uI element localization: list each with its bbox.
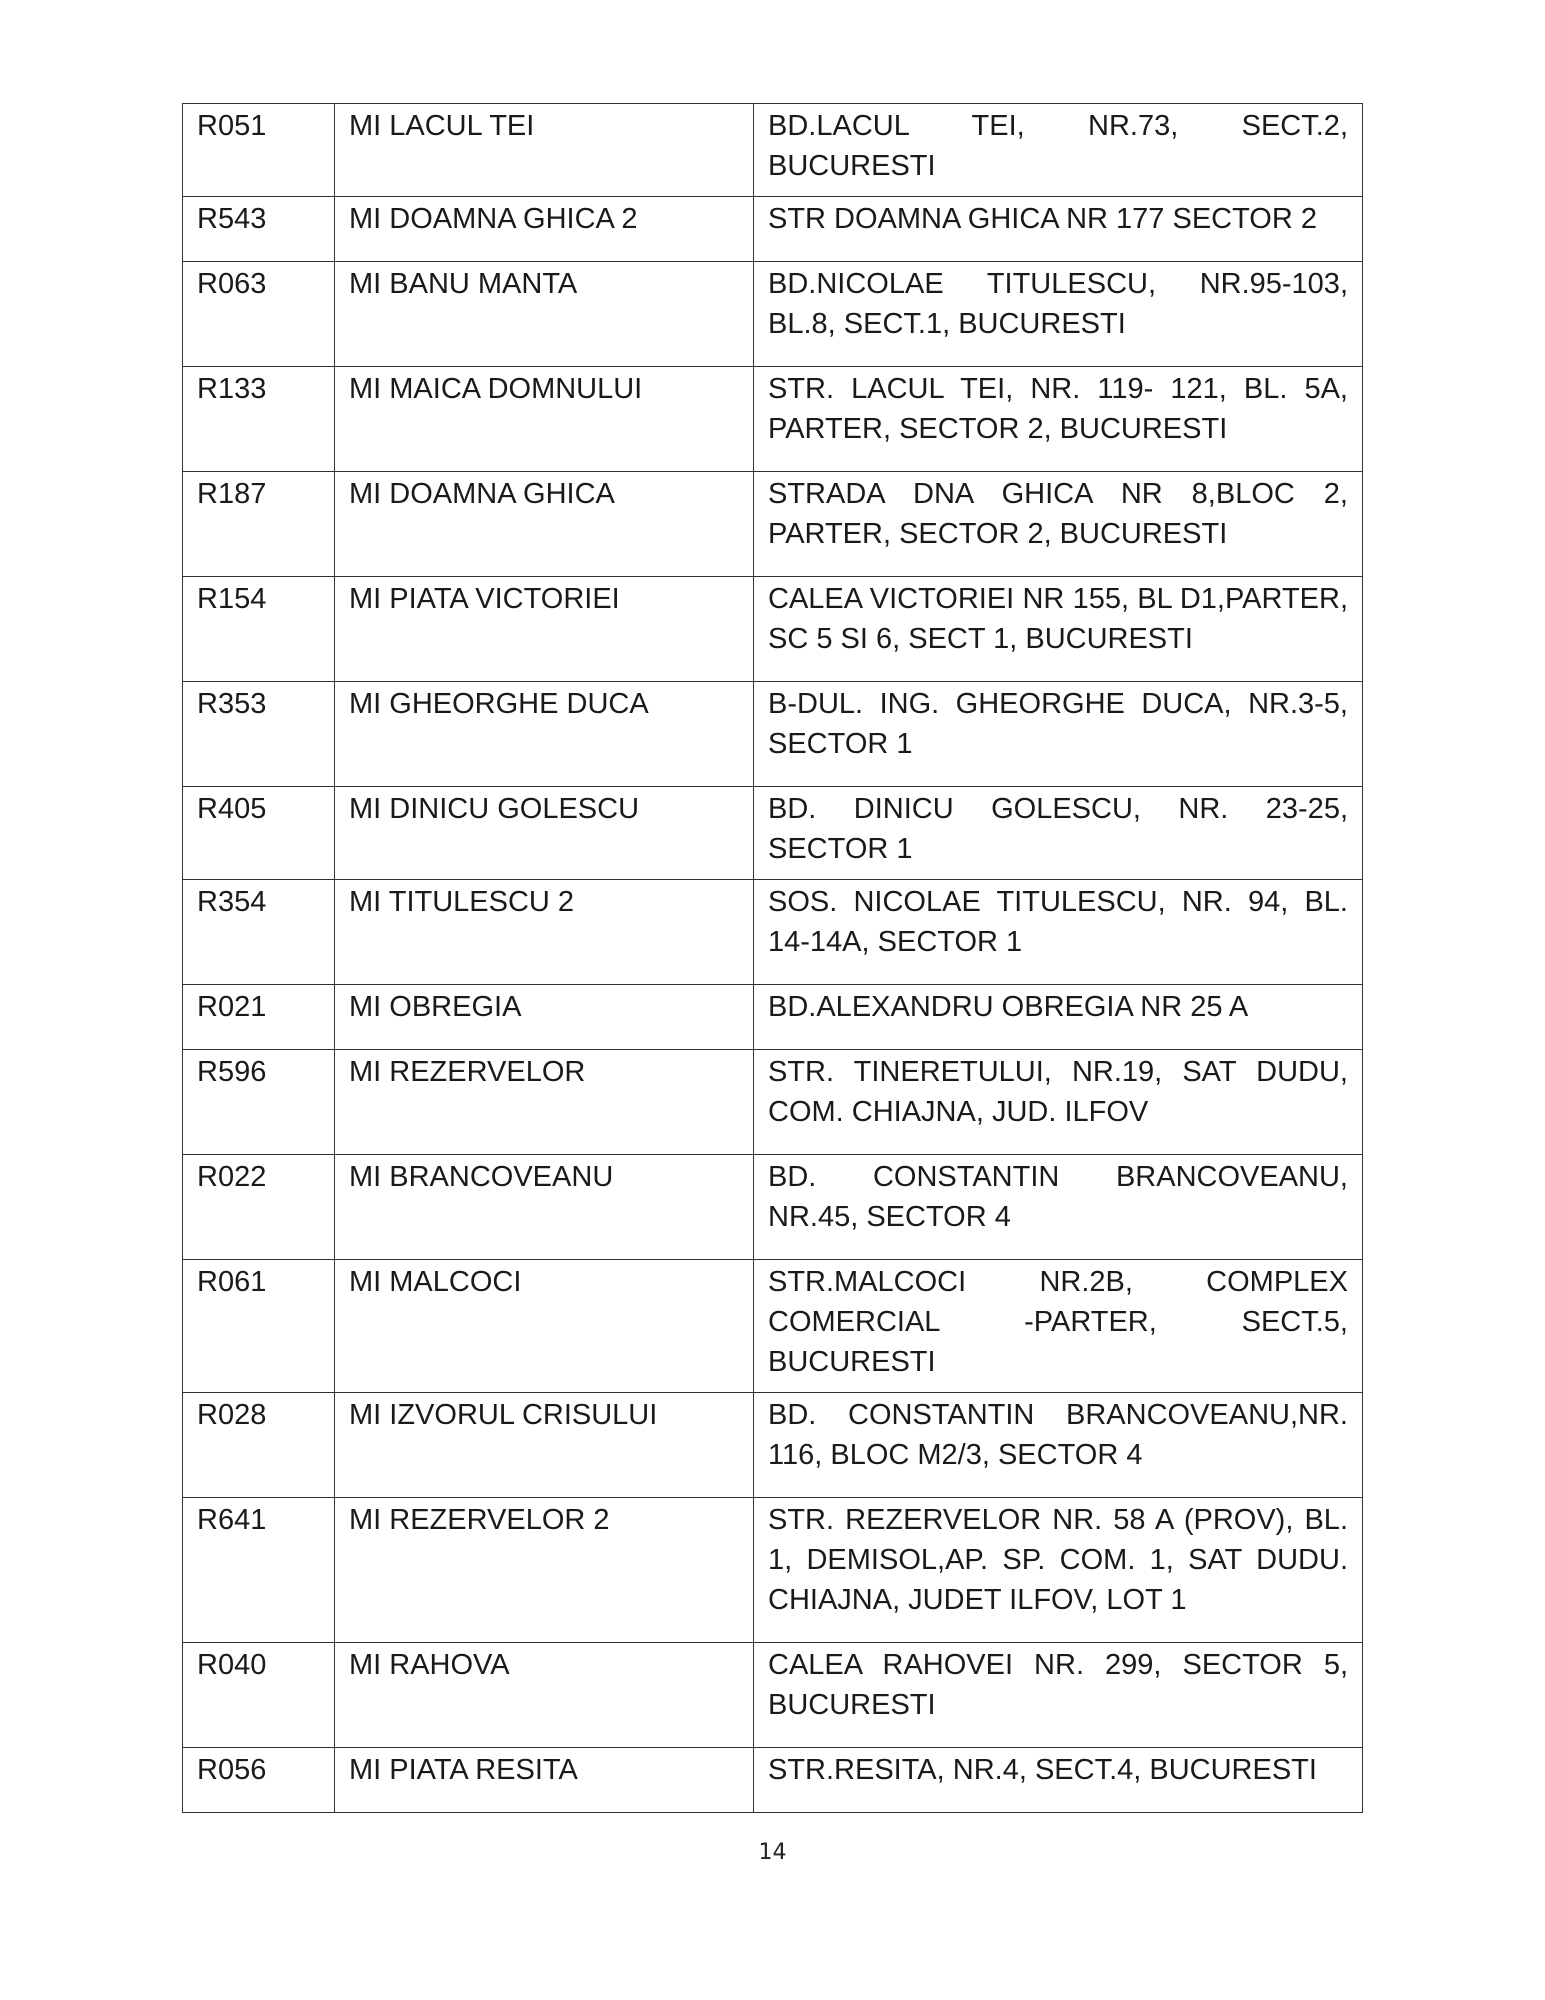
table-row [183, 1498, 1363, 1643]
table-row [183, 1643, 1363, 1748]
table-row [183, 1393, 1363, 1498]
store-name-cell: MI DOAMNA GHICA [335, 472, 754, 577]
store-address-cell: STR. TINERETULUI, NR.19, SAT DUDU, COM. CHIAJNA, JUD. ILFOV [754, 1050, 1363, 1155]
table-row [183, 1260, 1363, 1393]
table-row [183, 985, 1363, 1050]
store-name-cell: MI REZERVELOR 2 [335, 1498, 754, 1643]
store-name-cell: MI REZERVELOR [335, 1050, 754, 1155]
store-code-cell: R354 [183, 880, 335, 985]
store-table [182, 103, 1363, 1813]
table-row [183, 367, 1363, 472]
store-address-cell: STR. REZERVELOR NR. 58 A (PROV), BL. 1, DEMISOL,AP. SP. COM. 1, SAT DUDU. CHIAJNA, JUDET ILFOV, LOT 1 [754, 1498, 1363, 1643]
store-name-cell: MI BRANCOVEANU [335, 1155, 754, 1260]
store-address-cell: BD.LACUL TEI, NR.73, SECT.2, BUCURESTI [754, 104, 1363, 197]
store-code-cell: R543 [183, 197, 335, 262]
table-row [183, 880, 1363, 985]
store-code-cell: R405 [183, 787, 335, 880]
page-number: 14 [758, 1840, 787, 1865]
store-address-cell: BD. DINICU GOLESCU, NR. 23-25, SECTOR 1 [754, 787, 1363, 880]
table-row [183, 1155, 1363, 1260]
store-address-cell: BD. CONSTANTIN BRANCOVEANU, NR.45, SECTOR 4 [754, 1155, 1363, 1260]
table-row [183, 262, 1363, 367]
store-code-cell: R133 [183, 367, 335, 472]
store-address-cell: BD.NICOLAE TITULESCU, NR.95-103, BL.8, SECT.1, BUCURESTI [754, 262, 1363, 367]
store-name-cell: MI MAICA DOMNULUI [335, 367, 754, 472]
table-row [183, 682, 1363, 787]
store-code-cell: R063 [183, 262, 335, 367]
store-code-cell: R056 [183, 1748, 335, 1813]
store-address-cell: STR.RESITA, NR.4, SECT.4, BUCURESTI [754, 1748, 1363, 1813]
store-name-cell: MI TITULESCU 2 [335, 880, 754, 985]
store-code-cell: R061 [183, 1260, 335, 1393]
store-code-cell: R028 [183, 1393, 335, 1498]
store-name-cell: MI PIATA RESITA [335, 1748, 754, 1813]
store-name-cell: MI DINICU GOLESCU [335, 787, 754, 880]
store-address-cell: BD. CONSTANTIN BRANCOVEANU,NR. 116, BLOC M2/3, SECTOR 4 [754, 1393, 1363, 1498]
store-address-cell: BD.ALEXANDRU OBREGIA NR 25 A [754, 985, 1363, 1050]
table-row [183, 197, 1363, 262]
store-address-cell: STR DOAMNA GHICA NR 177 SECTOR 2 [754, 197, 1363, 262]
store-address-cell: STR. LACUL TEI, NR. 119- 121, BL. 5A, PARTER, SECTOR 2, BUCURESTI [754, 367, 1363, 472]
store-code-cell: R040 [183, 1643, 335, 1748]
store-name-cell: MI OBREGIA [335, 985, 754, 1050]
store-code-cell: R022 [183, 1155, 335, 1260]
table-row [183, 1050, 1363, 1155]
store-name-cell: MI MALCOCI [335, 1260, 754, 1393]
store-address-cell: STR.MALCOCI NR.2B, COMPLEX COMERCIAL -PARTER, SECT.5, BUCURESTI [754, 1260, 1363, 1393]
store-address-cell: STRADA DNA GHICA NR 8,BLOC 2, PARTER, SECTOR 2, BUCURESTI [754, 472, 1363, 577]
store-code-cell: R187 [183, 472, 335, 577]
store-name-cell: MI DOAMNA GHICA 2 [335, 197, 754, 262]
store-address-cell: CALEA RAHOVEI NR. 299, SECTOR 5, BUCURESTI [754, 1643, 1363, 1748]
store-code-cell: R021 [183, 985, 335, 1050]
store-name-cell: MI IZVORUL CRISULUI [335, 1393, 754, 1498]
store-name-cell: MI LACUL TEI [335, 104, 754, 197]
store-name-cell: MI BANU MANTA [335, 262, 754, 367]
store-code-cell: R641 [183, 1498, 335, 1643]
table-row [183, 472, 1363, 577]
store-code-cell: R353 [183, 682, 335, 787]
table-row [183, 104, 1363, 197]
store-address-cell: B-DUL. ING. GHEORGHE DUCA, NR.3-5, SECTOR 1 [754, 682, 1363, 787]
store-code-cell: R051 [183, 104, 335, 197]
store-address-cell: CALEA VICTORIEI NR 155, BL D1,PARTER, SC 5 SI 6, SECT 1, BUCURESTI [754, 577, 1363, 682]
store-code-cell: R154 [183, 577, 335, 682]
table-row [183, 1748, 1363, 1813]
store-name-cell: MI RAHOVA [335, 1643, 754, 1748]
table-row [183, 577, 1363, 682]
store-name-cell: MI PIATA VICTORIEI [335, 577, 754, 682]
table-row [183, 787, 1363, 880]
store-code-cell: R596 [183, 1050, 335, 1155]
store-address-cell: SOS. NICOLAE TITULESCU, NR. 94, BL. 14-14A, SECTOR 1 [754, 880, 1363, 985]
store-name-cell: MI GHEORGHE DUCA [335, 682, 754, 787]
